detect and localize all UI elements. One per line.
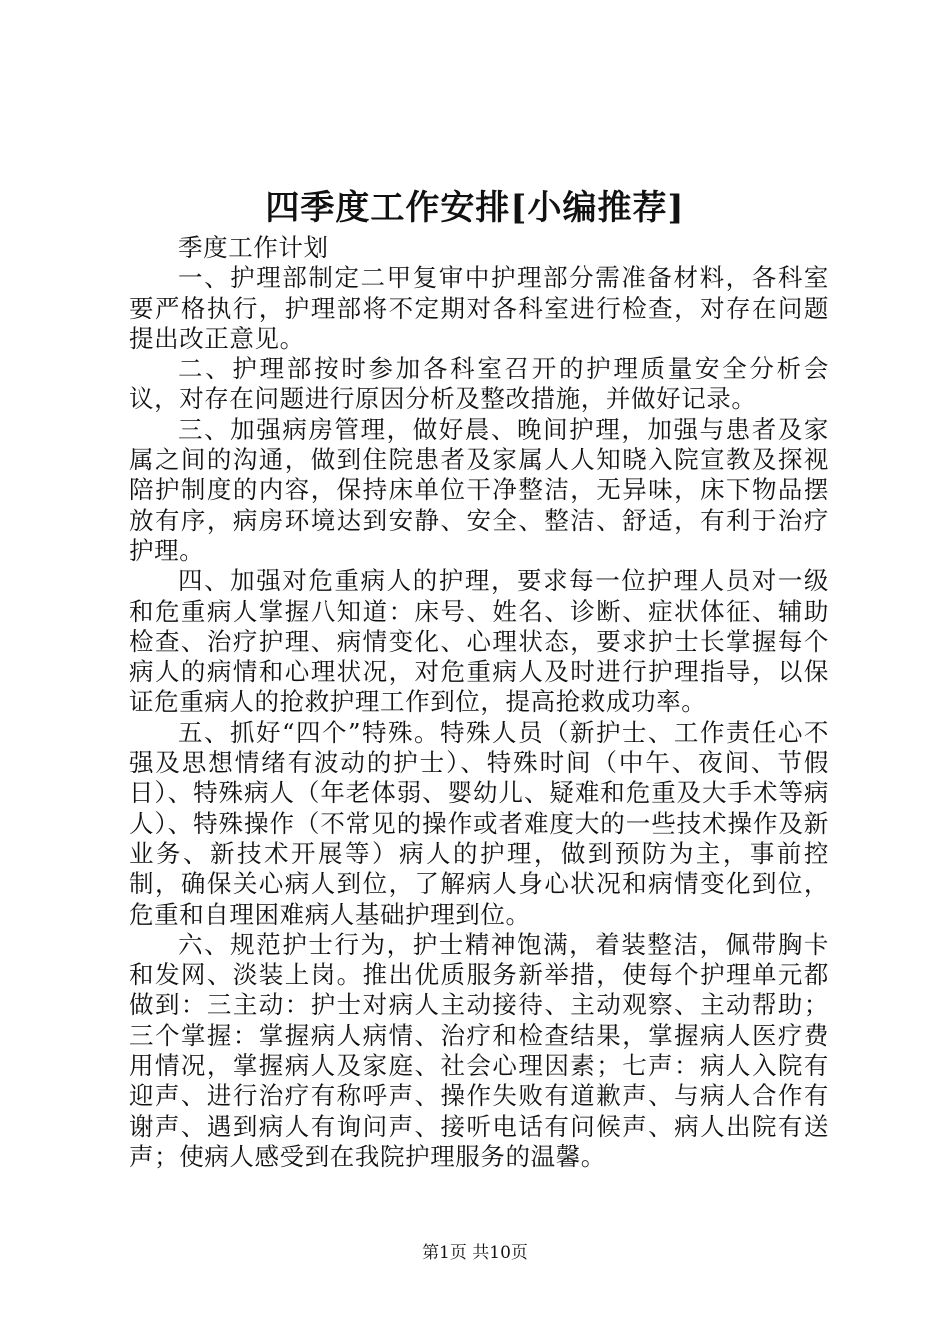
page-title: 四季度工作安排[小编推荐] [265,188,685,228]
subtitle-line: 季度工作计划 [178,233,329,262]
paragraph-3: 三、加强病房管理，做好晨、晚间护理，加强与患者及家属之间的沟通，做到住院患者及家属人人知晓入院宣教及探视陪护制度的内容，保持床单位干净整洁，无异味，床下物品摆放有序，病房环境达到安静、安全、整洁、舒适，有利于治疗护理。 [129,414,829,565]
page-number-footer: 第1页 共10页 [422,1243,528,1263]
paragraph-4: 四、加强对危重病人的护理，要求每一位护理人员对一级和危重病人掌握八知道：床号、姓名、诊断、症状体征、辅助检查、治疗护理、病情变化、心理状态，要求护士长掌握每个病人的病情和心理状况，对危重病人及时进行护理指导，以保证危重病人的抢救护理工作到位，提高抢救成功率。 [129,566,829,717]
paragraph-5: 五、抓好“四个”特殊。特殊人员（新护士、工作责任心不强及思想情绪有波动的护士）、特殊时间（中午、夜间、节假日）、特殊病人（年老体弱、婴幼儿、疑难和危重及大手术等病人）、特殊操作（不常见的操作或者难度大的一些技术操作及新业务、新技术开展等）病人的护理，做到预防为主，事前控制，确保关心病人到位，了解病人身心状况和病情变化到位，危重和自理困难病人基础护理到位。 [129,717,829,929]
paragraph-2: 二、护理部按时参加各科室召开的护理质量安全分析会议，对存在问题进行原因分析及整改措施，并做好记录。 [129,354,829,414]
paragraph-1: 一、护理部制定二甲复审中护理部分需准备材料，各科室要严格执行，护理部将不定期对各科室进行检查，对存在问题提出改正意见。 [129,263,829,353]
paragraph-6: 六、规范护士行为，护士精神饱满，着装整洁，佩带胸卡和发网、淡装上岗。推出优质服务新举措，使每个护理单元都做到：三主动：护士对病人主动接待、主动观察、主动帮助；三个掌握：掌握病人病情、治疗和检查结果，掌握病人医疗费用情况，掌握病人及家庭、社会心理因素；七声：病人入院有迎声、进行治疗有称呼声、操作失败有道歉声、与病人合作有谢声、遇到病人有询问声、接听电话有问候声、病人出院有送声；使病人感受到在我院护理服务的温馨。 [129,929,829,1171]
document-body [129,233,829,1172]
